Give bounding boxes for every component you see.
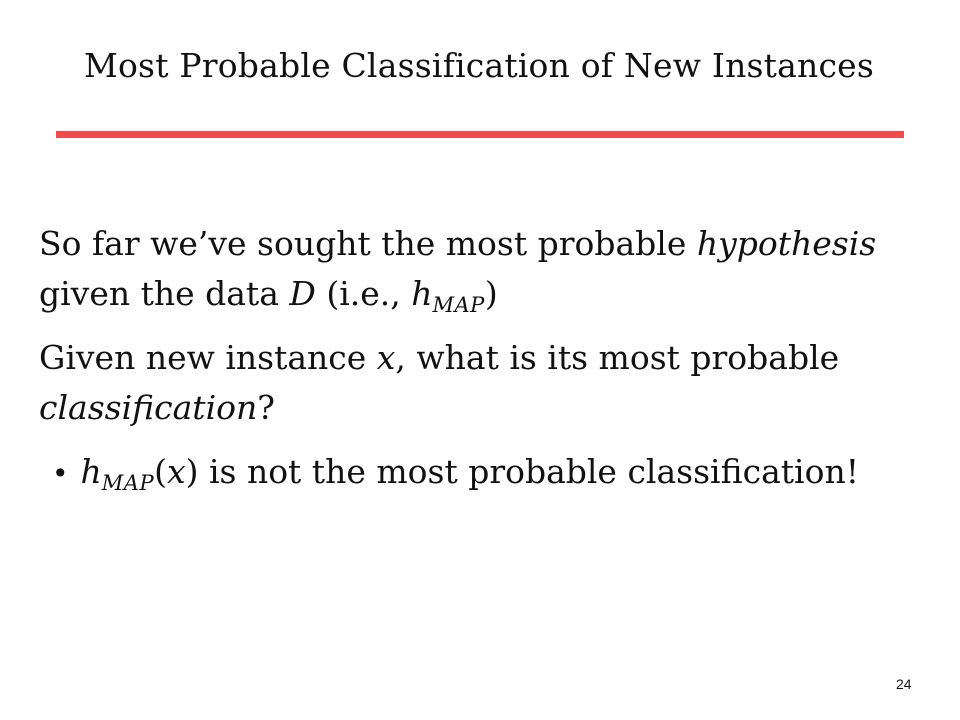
paragraph-map-hypothesis — [39, 219, 876, 330]
math-subscript-map: MAP — [432, 293, 485, 317]
text-run: ? — [257, 388, 275, 427]
bullet-item — [52, 447, 859, 508]
paragraph-line — [39, 269, 876, 330]
math-subscript-map: MAP — [101, 471, 155, 495]
text-run: , what is its most probable — [395, 338, 840, 377]
text-run: ( — [154, 452, 167, 491]
text-run: So far we’ve sought the most probable — [39, 224, 697, 263]
text-run: ) — [185, 452, 199, 491]
math-var-x: x — [166, 452, 186, 491]
bullet-marker: • — [52, 457, 69, 490]
text-run: ) — [484, 274, 498, 313]
page-number: 24 — [896, 676, 912, 692]
text-run: (i.e., — [315, 274, 412, 313]
emphasis-hypothesis: hypothesis — [696, 224, 877, 263]
text-run: is not the most probable classification! — [198, 452, 859, 491]
paragraph-line — [39, 383, 839, 433]
slide-title: Most Probable Classification of New Instances — [84, 46, 875, 85]
text-run: given the data — [39, 274, 290, 313]
paragraph-new-instance — [39, 333, 839, 433]
math-var-h: h — [80, 452, 102, 491]
emphasis-classification: classification — [39, 388, 258, 427]
text-run: Given new instance — [39, 338, 377, 377]
title-underline — [56, 131, 904, 138]
math-var-x: x — [376, 338, 396, 377]
math-var-d: D — [289, 274, 316, 313]
paragraph-line — [39, 333, 839, 383]
paragraph-line — [39, 219, 876, 269]
math-var-h: h — [411, 274, 433, 313]
